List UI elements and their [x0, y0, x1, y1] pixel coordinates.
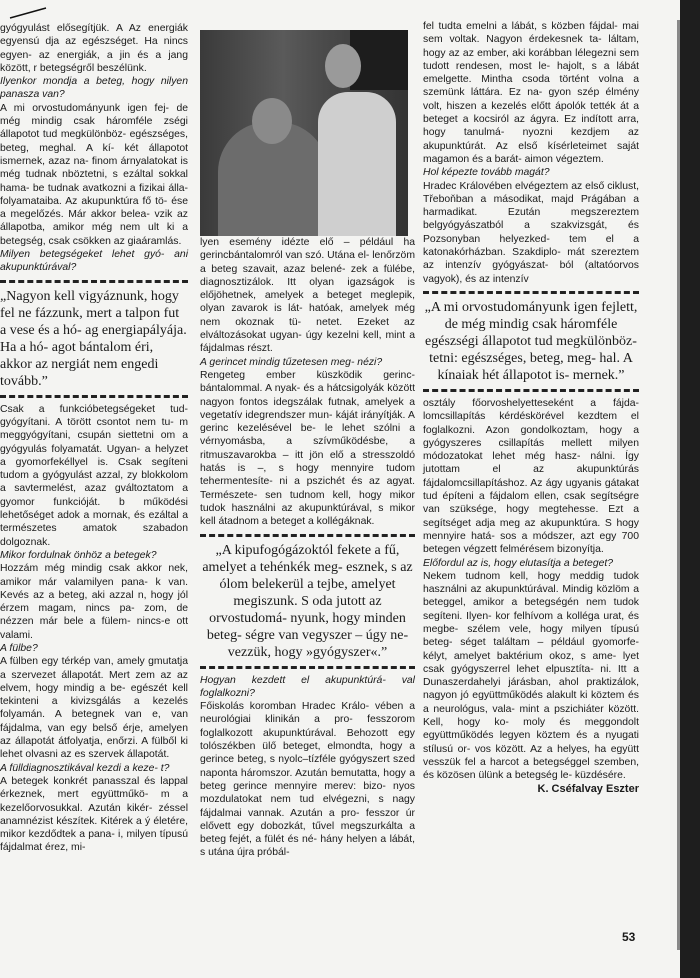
question: Előfordul az is, hogy elutasítja a beteget?	[423, 557, 614, 569]
column-2	[200, 236, 415, 860]
acupuncture-photo	[200, 30, 408, 236]
author-signature: K. Cséfalvay Eszter	[537, 782, 639, 795]
dashed-divider	[200, 666, 415, 669]
page-number: 53	[622, 930, 636, 944]
dashed-divider	[423, 291, 639, 294]
paragraph: Csak a funkcióbetegségeket tud- gyógyítani. A törött csontot nem tu- m meggyógyítani, csupán siettetni om a gyógyulás folyamatát. Ugyan- a helyzet a gyomorfekéllyel is. Csak segíteni tudom a gyógyulást azzal, zy blokkolom a savtermelést, azaz gváltoztatom a gyomor funkcióját. b működési lehetőséget adok a mornak, és ezáltal a természetes amatok szabadon dolgoznak.	[0, 403, 188, 548]
paragraph: lyen esemény idézte elő – például ha gerincbántalomról van szó. Utána el- lenőrzöm a beteg szavait, azaz belené- zek a fülébe, diagnosztizálok. Itt olyan igazságok is előjöhetnek, amelyek a beteget meglepik, olyan zavarok is lát- hatóak, amelyek még nem okoznak tü- netet. Ezeket az elváltozásokat ugyan- úgy kezelni kell, mint a fájdalmas részt.	[200, 237, 415, 355]
photo-doctor	[318, 92, 396, 236]
column-3	[423, 20, 639, 796]
paragraph: osztály főorvoshelyetteseként a fájda- lomcsillapítás kérdéskörével kezdtem el foglalkozni. Azon gondolkoztam, hogy a gyógyszeres csillapítás mellett milyen módozatokat lehet még hasz- nálni. Így jutottam el az akupunktúrás fájdalomcsillapításhoz. Az ágy ugyanis gátakat tud építeni a fájdalom ellen, csak segítségre van szüksége, hogy megtehesse. Ezt a segítséget adja meg az akupunktúra. S hogy mennyire hatá- sos a módszer, azt egy 700 betegen végzett felmérésem bizonyítja.	[423, 397, 639, 556]
paragraph: A mi orvostudományunk igen fej- de még mindig csak háromféle zségi állapotot tud megkülönböz- egészséges, beteg, meghal. A kí- két állapotot ismernek, azaz na- finom árnyalatokat is még tudnak nböztetni, s ezáltal sokkal hama- be tudnak avatkozni a fizikai álla- folyamataiba. Az akupunktúra fő tö- ése a megelőzés. Már akkor belea- vzik az állapotba, amikor még nem ult ki a betegség, csak csökken az giaáramlás.	[0, 102, 188, 247]
question: Ilyenkor mondja a beteg, hogy nilyen panasza van?	[0, 76, 188, 101]
paragraph: Hozzám még mindig csak akkor nek, amikor már valamilyen pana- k van. Kevés az a beteg, aki azzal n, hogy jól érzem magam, nincs pa- zom, de nézzen már bele a fülem- nincs-e ott valami.	[0, 563, 188, 641]
photo-patient-head	[252, 98, 292, 144]
pull-quote: „A mi orvostudományunk igen fejlett, de még mindig csak háromféle egészségi állapotot tud megkülönböz- tetni: egészséges, beteg, meg- hal. A kínaiak hét állapotot is- mernek.”	[424, 299, 638, 383]
scan-dark-edge	[680, 0, 700, 978]
paragraph: gyógyulást elősegítjük. A Az energiák egyensú dja az egészséget. Ha nincs egyen- az energiák, a jin és a jang között, r betegségről beszélünk.	[0, 23, 188, 74]
question: A fülldiagnosztikával kezdi a keze- t?	[0, 762, 170, 774]
pull-quote: „Nagyon kell vigyáznunk, hogy fel ne fázzunk, mert a talpon fut a vese és a hó- ag energiapályája. Ha a hó- agot bántalom éri, akkor az nergiát nem engedi tovább.”	[0, 288, 187, 389]
pen-mark	[8, 6, 48, 20]
dashed-divider	[200, 534, 415, 537]
dashed-divider	[0, 395, 188, 398]
dashed-divider	[423, 389, 639, 392]
pull-quote: „A kipufogógázoktól fekete a fű, amelyet a tehénkék meg- esznek, s az ólom belekerül a tejbe, amelyet megiszunk. S oda jutott az orvostudomá- nyunk, hogy minden beteg- ségre van vegyszer – úgy ne- vezzük, hogy »gyógyszer«.”	[202, 542, 413, 660]
question: Hogyan kezdett el akupunktúrá- val foglalkozni?	[200, 674, 415, 699]
paragraph: Főiskolás koromban Hradec Králo- vében a neurológiai klinikán a pro- fesszorom foglalkozott akupunktúrával. Behozott egy tolószékben ülő beteget, elmondta, hogy a gerince beteg, s nyolc–tízféle gyógyszert szed naponta háromszor. Azután bemutatta, hogy a beteg gerince mennyire merev: bizo- nyos mozdulatokat nem tud elvégezni, s nagy fájdalmai vannak. Azután a pro- fesszor úr elővett egy dobozkát, tűvel megszurkálta a beteg fejét, a fülét és né- hány helyen a lábát, s utána újra próbál-	[200, 701, 415, 859]
dashed-divider	[0, 280, 188, 283]
paragraph: Rengeteg ember küszködik gerinc- bántalommal. A nyak- és a hátcsigolyák között nagyon fontos idegszálak futnak, amelyek a vegetatív idegrendszer mun- káját irányítják. A gerinc kezelésével be- le lehet szólni a vérnyomásba, a szívműködésbe, a ritmuszavarokba – itt jön elő a stresszoldó hatás is –, s hogy mennyire tudom tehermentesíte- ni a pszichét és az agyat. Természete- sen tudnom kell, hogy mikor tudok használni az akupunktúrával, s mikor kell átadnom a beteget a kollégáknak.	[200, 369, 415, 528]
question: Milyen betegségeket lehet gyó- ani akupunktúrával?	[0, 249, 188, 274]
column-1	[0, 22, 188, 855]
paragraph: fel tudta emelni a lábát, s közben fájdal- mai sem voltak. Nagyon érdekesnek ta- láltam, hogy az az ember, aki korábban lélegezni sem tudott rendesen, most le- hajolt, s a lábát emelgette. Mintha csoda történt volna a szemünk láttára. Ez na- gyon szép élmény volt, hiszen a kezelés előtt ápolók tették át a beteget a kocsiról az ágyra. Ez indított arra, hogy tanulmá- nyozni kezdjem az akupunktúrát. Az első kísérleteimet saját magamon és a barát- aimon végeztem.	[423, 21, 639, 165]
question: Mikor fordulnak önhöz a betegek?	[0, 549, 157, 561]
paragraph: A fülben egy térkép van, amely gmutatja a szervezet állapotát. Mert zem az az elvem, hogy mindig a be- egészét kell tekinteni a kivizsgálás a kezelés folyamán. A betegnek van e, van fájdalma, van egy belső érje, amelyen az állapotát átfolyatja, enőrzi. A fülből ki lehet olvasni az es szervek állapotát.	[0, 656, 188, 761]
question: A gerincet mindig tűzetesen meg- nézi?	[200, 356, 383, 368]
paragraph: Nekem tudnom kell, hogy meddig tudok használni az akupunktúrával. Mindig közlöm a beteggel, amikor a betegségén nem tudok segíteni. Ilyen- kor felhívom a kolléga urat, és megbe- szélem vele, hogy milyen típusú beteg- séget találtam – például gyomorfe- kélyt, amelyet baktérium okoz, s ame- lyet csak gyógyszerrel lehet elpusztíta- ni. Itt a Dunaszerdahelyi járásban, ahol praktizálok, nagyon jó együttműködés alakult ki köztem és a neurológus, vala- mint a pszichiáter között. Kell, hogy ko- moly és meggondolt együttműködés legyen köztem és a nyugati stílusú or- vos között. Az a helyes, ha együtt vesszük fel a harcot a betegséggel szemben, és közösen ülünk a betegség le- küzdésére.	[423, 570, 639, 782]
question: Hol képezte tovább magát?	[423, 167, 550, 179]
paragraph: Hradec Královében elvégeztem az első ciklust, Třeboňban a másodikat, majd Prágában a harmadikat. Ezután megszereztem belgyógyászatból a szakvizsgát, és Pozsonyban helyezked- tem el a katonakórházban. Szakdiplo- mát szereztem az intenzív gyógyászat- ból (altatóorvos vagyok), és az intenzív	[423, 180, 639, 285]
paragraph: A betegek konkrét panasszal és lappal érkeznek, mert együttműkö- m a kezelőorvosukkal. Azután kikér- zéssel anamnézist készítek. Kitérek a ý életére, mikor kezdődtek a pana- i, milyen típusú fájdalmat érez, mi-	[0, 775, 188, 854]
photo-doctor-head	[325, 44, 361, 88]
question: A fülbe?	[0, 642, 38, 654]
